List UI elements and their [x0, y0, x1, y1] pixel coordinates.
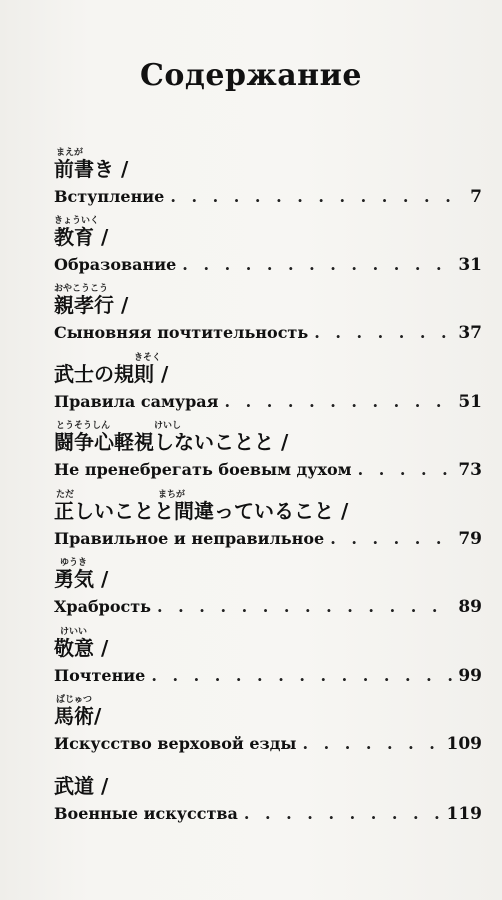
dot-leader — [358, 458, 453, 482]
japanese-heading: 正しいことと間違っていること / — [54, 499, 349, 523]
furigana-row — [54, 624, 482, 636]
russian-title: Сыновняя почтительность — [54, 323, 309, 342]
furigana: けいし — [154, 421, 182, 431]
page-title: Содержание — [140, 58, 362, 93]
japanese-heading: 教育 / — [54, 225, 109, 249]
furigana: とうそうしん — [56, 421, 111, 431]
japanese-heading: 闘争心軽視しないことと / — [54, 430, 289, 454]
russian-title: Образование — [54, 255, 177, 274]
dot-leader — [330, 527, 452, 551]
toc-entry[interactable] — [54, 281, 482, 345]
toc-entry[interactable] — [54, 555, 482, 619]
furigana-row — [54, 762, 482, 774]
russian-title: Не пренебрегать боевым духом — [54, 460, 352, 479]
russian-title: Правила самурая — [54, 392, 219, 411]
dot-leader — [302, 732, 440, 756]
furigana: おやこうこう — [54, 284, 109, 294]
furigana: まえが — [56, 148, 84, 158]
page-number: 31 — [458, 255, 482, 275]
japanese-heading: 馬術/ — [54, 704, 102, 728]
furigana-row — [54, 213, 482, 225]
page-number: 51 — [458, 392, 482, 412]
furigana-row — [54, 350, 482, 362]
page-number: 79 — [458, 529, 482, 549]
furigana-row — [54, 281, 482, 293]
toc-entry[interactable] — [54, 487, 482, 551]
toc-entry[interactable] — [54, 350, 482, 414]
furigana-row — [54, 145, 482, 157]
page-number: 7 — [470, 187, 482, 207]
toc-entry[interactable] — [54, 624, 482, 688]
russian-title: Военные искусства — [54, 804, 238, 823]
furigana-row — [54, 487, 482, 499]
dot-leader — [182, 253, 452, 277]
toc-entry[interactable] — [54, 145, 482, 209]
dot-leader — [170, 185, 464, 209]
toc-entry[interactable] — [54, 213, 482, 277]
toc-entry[interactable] — [54, 762, 482, 826]
toc-entry[interactable] — [54, 418, 482, 482]
furigana: ゆうき — [60, 558, 88, 568]
russian-title: Правильное и неправильное — [54, 529, 325, 548]
furigana-row — [54, 692, 482, 704]
page-number: 109 — [446, 734, 482, 754]
dot-leader — [314, 321, 452, 345]
page-number: 99 — [458, 666, 482, 686]
dot-leader — [225, 390, 453, 414]
russian-title: Вступление — [54, 187, 165, 206]
japanese-heading: 前書き / — [54, 157, 129, 181]
japanese-heading: 親孝行 / — [54, 293, 129, 317]
page-number: 37 — [458, 323, 482, 343]
russian-title: Почтение — [54, 666, 146, 685]
furigana: きょういく — [54, 216, 100, 226]
japanese-heading: 勇気 / — [54, 567, 109, 591]
dot-leader — [151, 664, 452, 688]
russian-title: Храбрость — [54, 597, 152, 616]
japanese-heading: 武士の規則 / — [54, 362, 169, 386]
dot-leader — [244, 802, 441, 826]
russian-title: Искусство верховой езды — [54, 734, 297, 753]
furigana-row — [54, 555, 482, 567]
japanese-heading: 敬意 / — [54, 636, 109, 660]
toc-entry[interactable] — [54, 692, 482, 756]
furigana: けいい — [60, 627, 88, 637]
page-number: 89 — [458, 597, 482, 617]
dot-leader — [157, 595, 452, 619]
japanese-heading: 武道 / — [54, 774, 109, 798]
furigana-row — [54, 418, 482, 430]
furigana: ばじゅつ — [56, 695, 93, 705]
furigana: ただ — [56, 490, 75, 500]
furigana: まちが — [158, 490, 186, 500]
page-number: 73 — [458, 460, 482, 480]
page-number: 119 — [446, 804, 482, 824]
furigana: きそく — [134, 353, 162, 363]
